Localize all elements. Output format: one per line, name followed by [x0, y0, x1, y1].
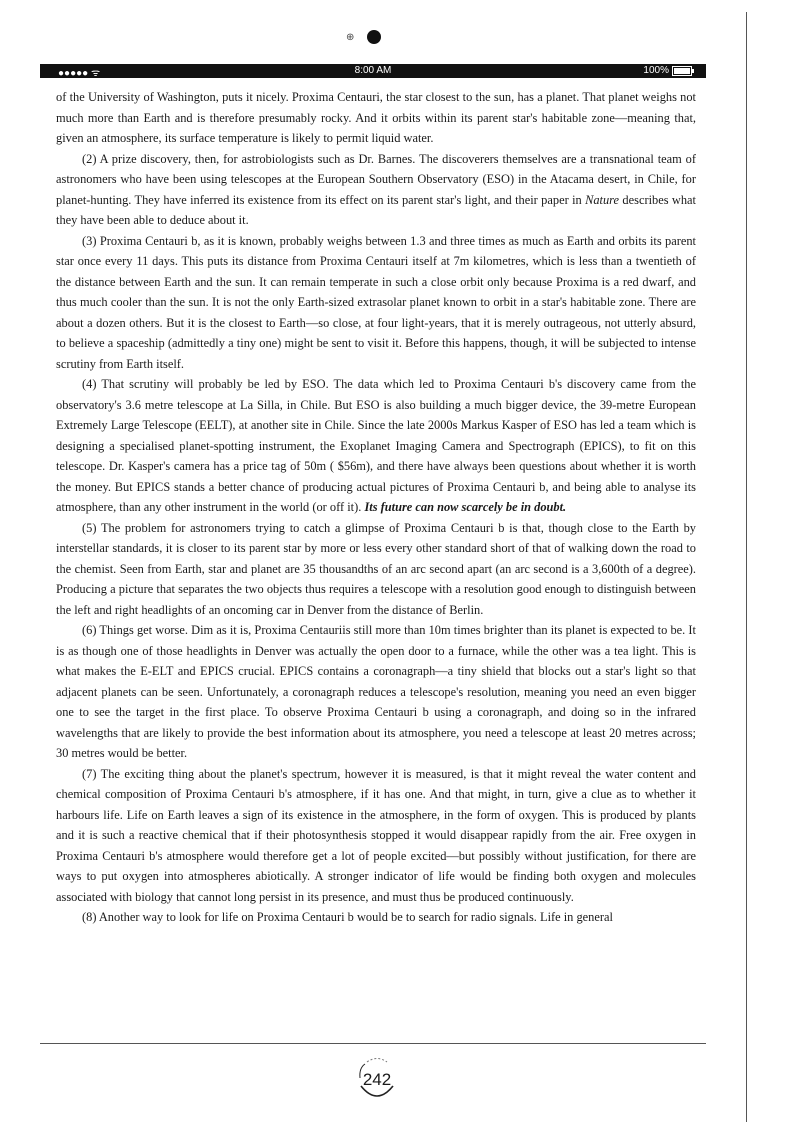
- paragraph-3: (3) Proxima Centauri b, as it is known, probably weighs between 1.3 and three times as much as Earth and orbits its parent star once every 11 days. This puts its distance from Proxima Centauri itself at 7m kilometres, which is less than a twentieth of the distance between Earth and the sun. It can remain temperate in such a close orbit only because Proxima is a red dwarf, and thus much cooler than the sun. It is not the only Earth-sized extrasolar planet known to orbit in a star's habitable zone. There are about a dozen others. But it is the closest to Earth—so close, at four light-years, that it is merely outrageous, not utterly absurd, to believe a spaceship (admittedly a tiny one) might be sent to visit it. Before this happens, though, it will be subjected to intense scrutiny from Earth itself.: [56, 233, 696, 371]
- paragraph-2: (2) A prize discovery, then, for astrobiologists such as Dr. Barnes. The discoverers themselves are a transnational team of astronomers who have been using telescopes at the European Southern Observatory (ESO) in the Atacama desert, in Chile, for planet-hunting. They have inferred its existence from its effect on its parent star's light, and their paper in Nature describes what they have been able to deduce about it.: [56, 151, 696, 227]
- emphasized-sentence: Its future can now scarcely be in doubt.: [364, 500, 567, 514]
- signal-icon: ●●●●● ᯤ: [58, 68, 101, 79]
- crosshair-icon: ⊕: [346, 32, 355, 43]
- page-number-text: 242: [362, 1070, 392, 1089]
- page-number: [355, 1056, 399, 1100]
- paragraph-5: (5) The problem for astronomers trying to catch a glimpse of Proxima Centauri b is that, though close to the Earth by interstellar standards, it is closer to its parent star by more or less every other standard short of that of walking down the road to the chemist. Seen from Earth, star and planet are 35 thousandths of an arc second apart (an arc second is a 3,600th of a degree). Producing a picture that separates the two objects thus requires a telescope with a resolution good enough to distinguish between the left and right headlights of an oncoming car in Denver from the distance of Berlin.: [56, 520, 696, 617]
- status-time: 8:00 AM: [354, 65, 392, 76]
- right-margin-rule: [746, 12, 747, 1122]
- top-ornament: [346, 30, 406, 48]
- nature-journal-title: Nature: [585, 192, 620, 207]
- battery-icon: [672, 66, 692, 76]
- battery-status: [643, 65, 692, 76]
- paragraph-4: (4) That scrutiny will probably be led by ESO. The data which led to Proxima Centauri b's discovery came from the observatory's 3.6 metre telescope at La Silla, in Chile. But ESO is also building a much bigger device, the 39-metre European Extremely Large Telescope (EELT), at another site in Chile. Since the late 2000s Markus Kasper of ESO has led a team which is designing a specialised planet-spotting instrument, the Exoplanet Imaging Camera and Spectrograph (EPICS), to fit on this telescope. Dr. Kasper's camera has a price tag of 50m ( $56m), and there have always been questions about whether it is worth the money. But EPICS stands a better chance of producing actual pictures of Proxima Centauri b, and being able to analyse its atmosphere, than any other instrument in the world (or off it). Its future can now scarcely be in doubt.: [56, 377, 696, 514]
- paragraph-7: (7) The exciting thing about the planet's spectrum, however it is measured, is that it might reveal the water content and chemical composition of Proxima Centauri b's atmosphere, if it has one. And that might, in turn, give a clue as to whether it harbours life. Life on Earth leaves a sign of its existence in the atmosphere, in the form of oxygen. This is produced by plants and it is such a reactive chemical that if their photosynthesis stopped it would disappear rapidly from the air. Free oxygen in Proxima Centauri b's atmosphere would therefore get a lot of people excited—but possibly without justification, for there are ways to put oxygen into atmospheres abiotically. A stronger indicator of life would be finding both oxygen and molecules associated with biology that cannot long persist in its presence, and must thus be produced continuously.: [56, 766, 696, 904]
- footer-rule: [40, 1043, 706, 1044]
- article-body: [56, 87, 696, 928]
- dot-icon: [367, 30, 381, 44]
- paragraph-8: (8) Another way to look for life on Proxima Centauri b would be to search for radio signals. Life in general: [82, 910, 613, 924]
- status-bar: [40, 64, 706, 78]
- battery-percent: 100%: [643, 65, 669, 76]
- paragraph-6: (6) Things get worse. Dim as it is, Proxima Centauriis still more than 10m times brighter than its planet is expected to be. It is as though one of those headlights in Denver was actually the open door to a furnace, while the other was a tea light. This is what makes the E-ELT and EPICS crucial. EPICS contains a coronagraph—a tiny shield that blocks out a star's light so that adjacent planets can be seen. Unfortunately, a coronagraph reduces a telescope's resolution, meaning you need an even bigger one to see the target in the first place. To observe Proxima Centauri b using a coronagraph, and doing so in the infrared wavelengths that are likely to provide the best information about its atmosphere, you need a telescope at least 20 metres across; 30 metres would be better.: [56, 623, 696, 760]
- paragraph-continued: of the University of Washington, puts it nicely. Proxima Centauri, the star closest to the sun, has a planet. That planet weighs not much more than Earth and is therefore presumably rocky. And it orbits within its parent star's habitable zone—meaning that, given an atmosphere, its surface temperature is likely to permit liquid water.: [56, 90, 696, 145]
